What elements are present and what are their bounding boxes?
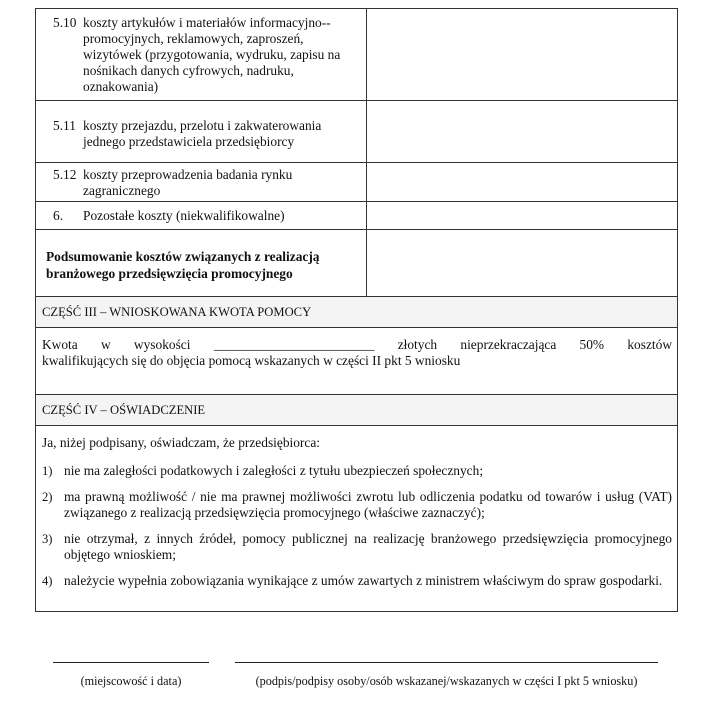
- signature-line[interactable]: [235, 662, 658, 663]
- declaration-block: [36, 426, 677, 611]
- cost-row-6: [36, 202, 677, 230]
- amount-requested-paragraph: [36, 328, 677, 395]
- row-number: 5.10: [53, 15, 77, 30]
- amount-line-1: Kwota w wysokości ________________________ złotych nieprzekraczająca 50% kosztów: [42, 337, 672, 352]
- row-label: koszty przeprowadzenia badania rynku zagranicznego: [83, 167, 293, 198]
- row-number: 5.11: [53, 118, 76, 133]
- row-number: 5.12: [53, 167, 77, 182]
- place-date-signature-line[interactable]: [53, 662, 209, 663]
- row-label: Pozostałe koszty (niekwalifikowalne): [83, 208, 285, 223]
- place-date-caption: (miejscowość i data): [80, 674, 182, 688]
- declaration-item-1: 1) nie ma zaległości podatkowych i zaległości z tytułu ubezpieczeń społecznych;: [42, 463, 484, 478]
- summary-amount-cell[interactable]: [367, 230, 677, 296]
- amount-cell-5-12[interactable]: [367, 163, 677, 201]
- declaration-item-3: 3) nie otrzymał, z innych źródeł, pomocy publicznej na realizację branżowego przedsięwzięcia promocyjnego objętego wnioskiem;: [42, 531, 672, 562]
- cost-row-5-11: [36, 101, 677, 163]
- cost-row-5-10: [36, 9, 677, 101]
- row-label: koszty przejazdu, przelotu i zakwaterowania jednego przedstawiciela przedsiębiorcy: [83, 118, 322, 149]
- part4-heading: CZĘŚĆ IV – OŚWIADCZENIE: [36, 395, 677, 426]
- part3-heading: CZĘŚĆ III – WNIOSKOWANA KWOTA POMOCY: [36, 297, 677, 328]
- cost-row-5-12: [36, 163, 677, 202]
- declaration-intro: Ja, niżej podpisany, oświadczam, że przedsiębiorca:: [42, 435, 320, 450]
- summary-label: Podsumowanie kosztów związanych z realizacją branżowego przedsięwzięcia promocyjnego: [46, 249, 320, 281]
- declaration-item-4: 4) należycie wypełnia zobowiązania wynikające z umów zawartych z ministrem właściwym do spraw gospodarki.: [42, 573, 663, 588]
- summary-row: [36, 230, 677, 297]
- amount-cell-5-10[interactable]: [367, 9, 677, 100]
- row-label: koszty artykułów i materiałów informacyjno--promocyjnych, reklamowych, zaproszeń, wizytówek (przygotowania, wydruku, zapisu na nośnikach danych cyfrowych, nadruku, oznakowania): [83, 15, 341, 94]
- signature-caption: (podpis/podpisy osoby/osób wskazanej/wskazanych w części I pkt 5 wniosku): [255, 674, 638, 688]
- application-form: [35, 8, 678, 612]
- amount-cell-5-11[interactable]: [367, 101, 677, 162]
- declaration-item-2: 2) ma prawną możliwość / nie ma prawnej możliwości zwrotu lub odliczenia podatku od towarów i usług (VAT) związanego z realizacją przedsięwzięcia promocyjnego (właściwe zaznaczyć);: [42, 489, 672, 520]
- row-number: 6.: [53, 208, 64, 223]
- amount-line-2: kwalifikujących się do objęcia pomocą wskazanych w części II pkt 5 wniosku: [42, 353, 461, 368]
- amount-cell-6[interactable]: [367, 202, 677, 229]
